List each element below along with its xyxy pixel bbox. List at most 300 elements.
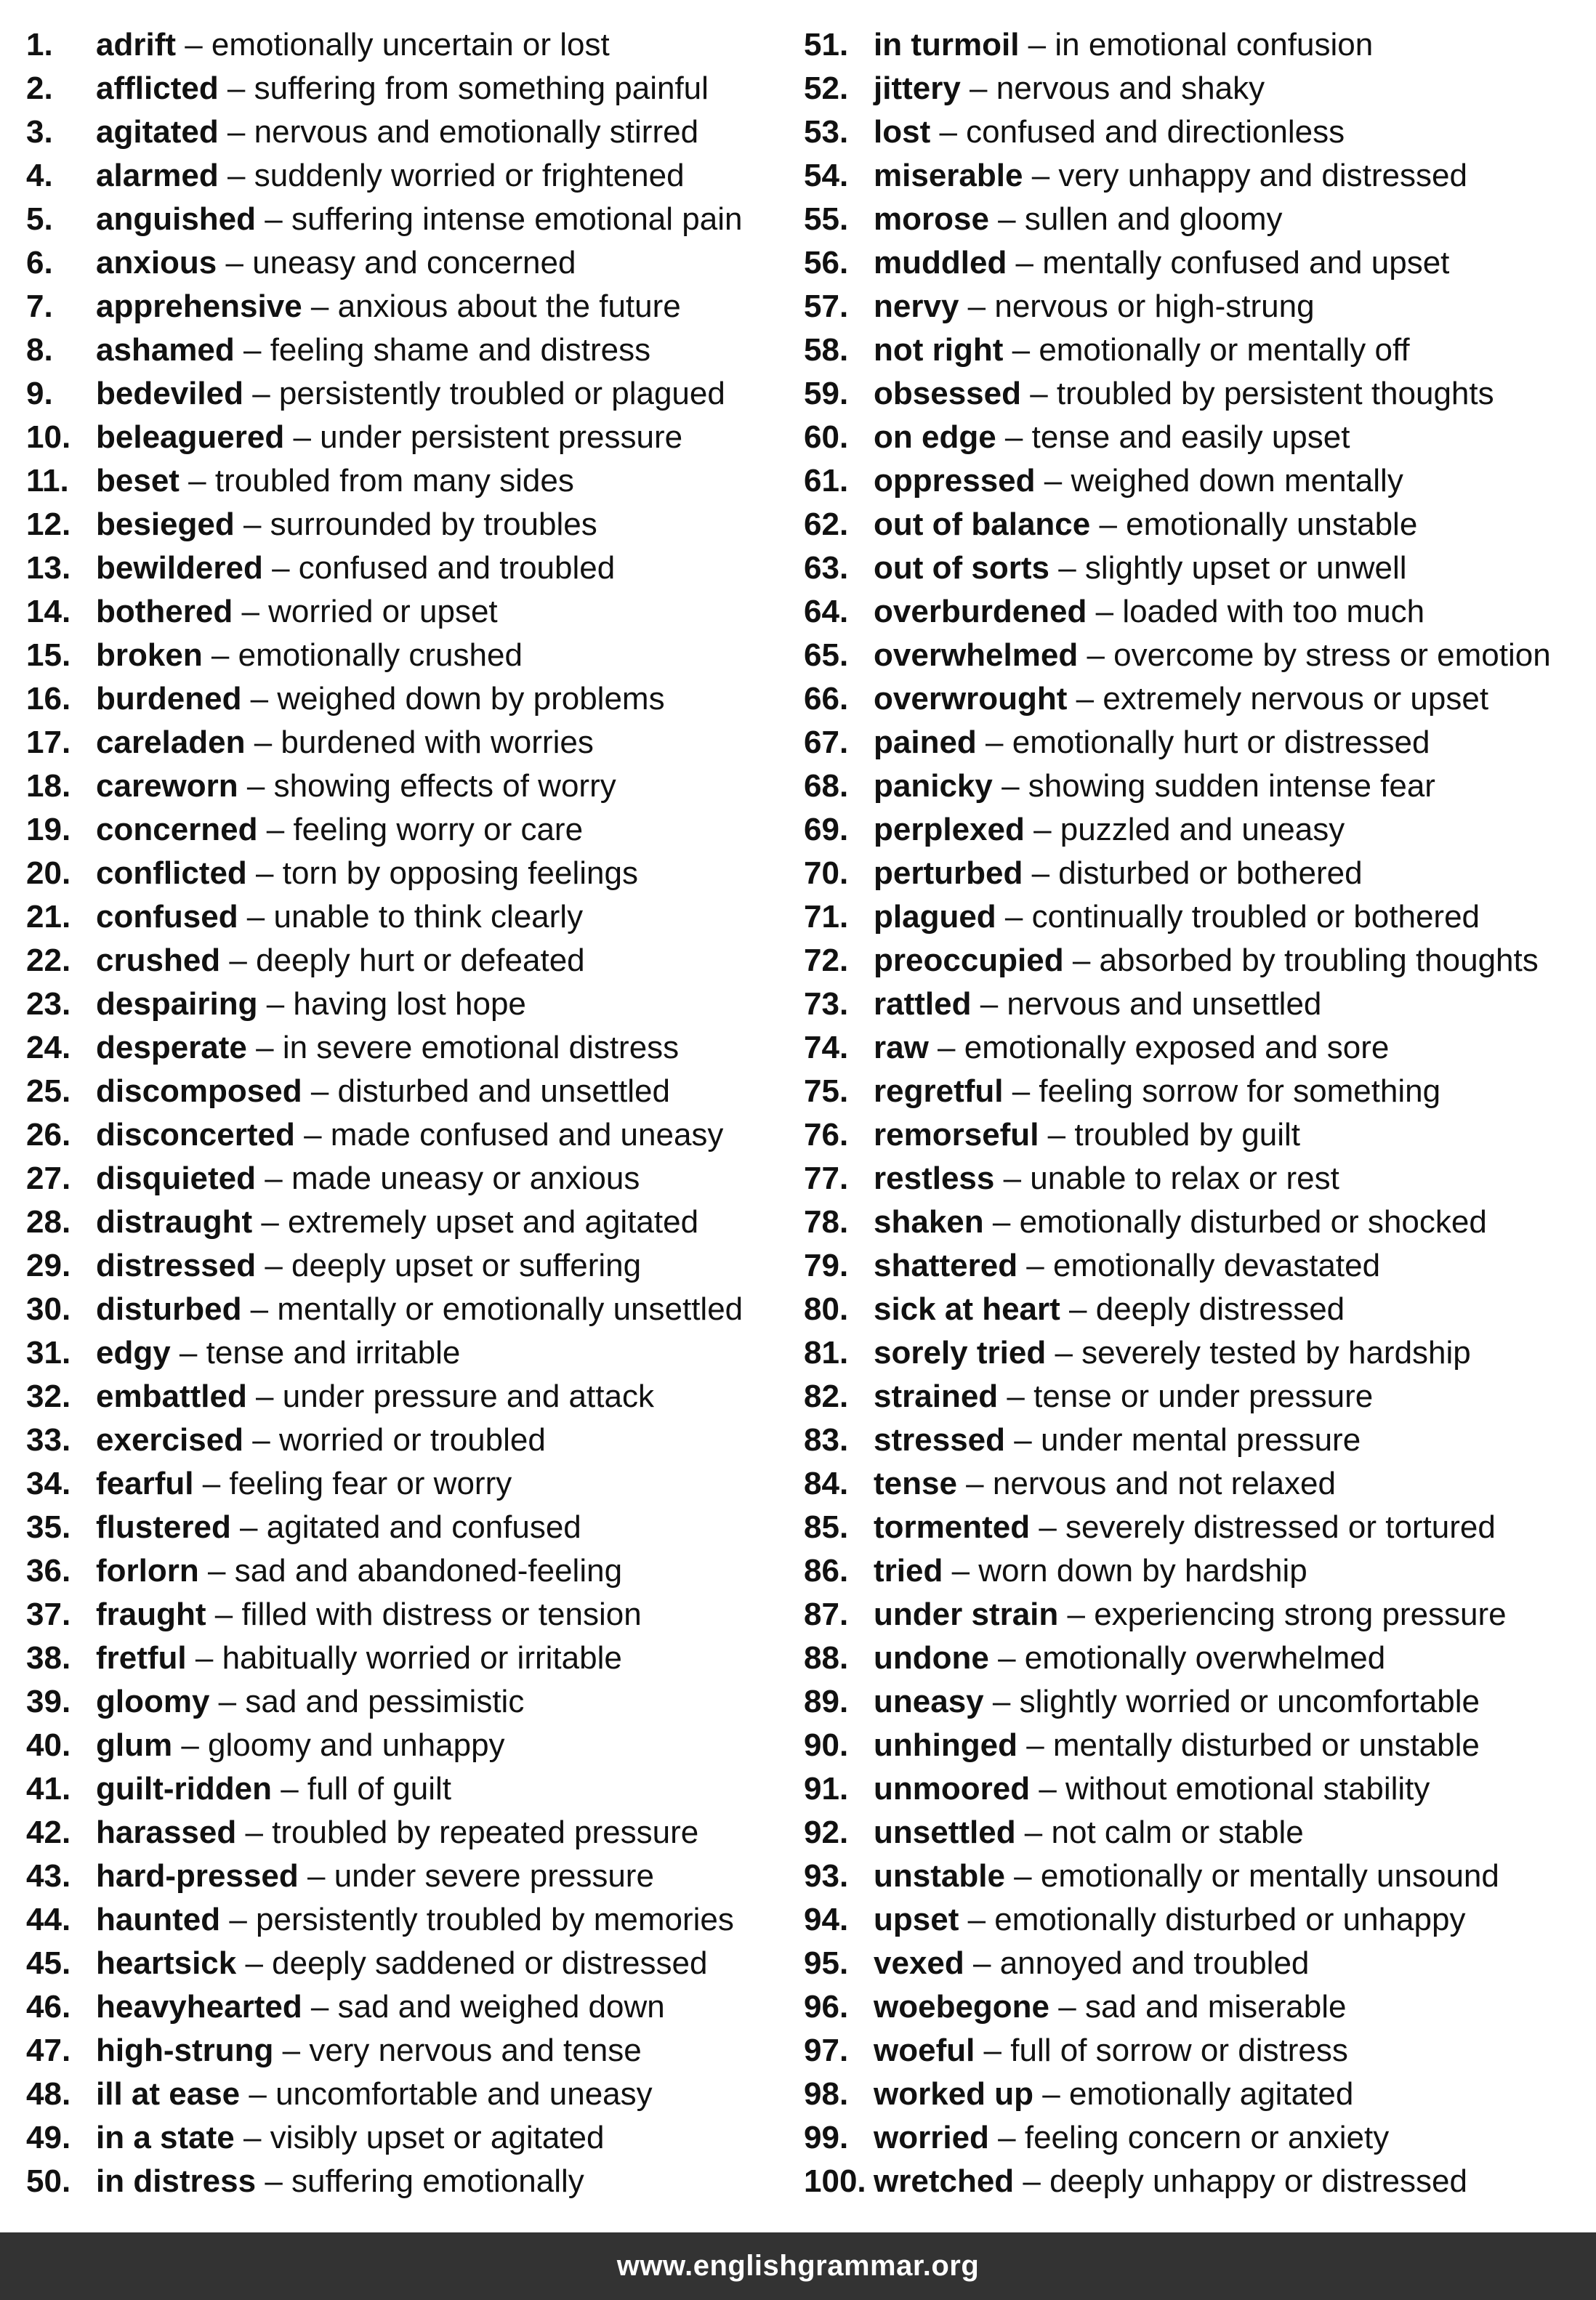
item-definition: severely tested by hardship: [1081, 1335, 1471, 1371]
item-separator: –: [930, 114, 967, 150]
item-number: 13.: [26, 550, 71, 586]
item-word: disconcerted: [96, 1117, 295, 1153]
item-definition: overcome by stress or emotion: [1113, 637, 1551, 673]
list-item: [26, 372, 782, 416]
item-separator: –: [996, 419, 1032, 455]
item-word: ashamed: [96, 332, 235, 368]
item-word: in turmoil: [874, 27, 1020, 62]
item-number: 8.: [26, 332, 53, 368]
item-definition: without emotional stability: [1065, 1771, 1430, 1807]
item-word: distraught: [96, 1204, 253, 1240]
item-separator: –: [1023, 855, 1059, 891]
item-word: high-strung: [96, 2033, 274, 2068]
item-word: bothered: [96, 594, 233, 629]
item-number: 19.: [26, 812, 71, 847]
item-definition: emotionally hurt or distressed: [1012, 725, 1430, 760]
item-separator: –: [257, 986, 294, 1022]
item-separator: –: [1005, 1422, 1041, 1458]
item-number: 86.: [804, 1553, 849, 1589]
item-definition: nervous and unsettled: [1007, 986, 1322, 1022]
list-item: [804, 1855, 1589, 1898]
item-separator: –: [220, 1902, 257, 1937]
word-list-left-column: [26, 23, 782, 2203]
item-definition: feeling fear or worry: [229, 1466, 512, 1501]
item-separator: –: [983, 1204, 1020, 1240]
list-item: [26, 1157, 782, 1201]
item-separator: –: [252, 1204, 289, 1240]
list-item: [26, 546, 782, 590]
item-number: 100.: [804, 2163, 866, 2199]
list-item: [804, 198, 1589, 241]
item-number: 74.: [804, 1030, 849, 1065]
word-list-right-column: [804, 23, 1589, 2203]
list-item: [804, 1680, 1589, 1724]
list-item: [26, 634, 782, 677]
list-item: [26, 241, 782, 285]
item-definition: severely distressed or tortured: [1065, 1509, 1496, 1545]
item-separator: –: [271, 1771, 307, 1807]
list-item: [804, 1767, 1589, 1811]
item-definition: full of sorrow or distress: [1010, 2033, 1348, 2068]
item-separator: –: [975, 2033, 1011, 2068]
list-item: [26, 1070, 782, 1113]
list-item: [804, 1637, 1589, 1680]
item-definition: agitated and confused: [266, 1509, 581, 1545]
item-word: upset: [874, 1902, 959, 1937]
item-definition: tense and easily upset: [1031, 419, 1350, 455]
list-item: [26, 939, 782, 982]
item-separator: –: [246, 1379, 283, 1414]
item-number: 70.: [804, 855, 849, 891]
item-separator: –: [988, 1640, 1025, 1676]
item-number: 37.: [26, 1597, 71, 1632]
list-item: [26, 1026, 782, 1070]
item-number: 42.: [26, 1815, 71, 1850]
item-word: fearful: [96, 1466, 194, 1501]
item-definition: emotionally disturbed or shocked: [1019, 1204, 1487, 1240]
item-definition: suffering emotionally: [291, 2163, 584, 2199]
list-item: [26, 1419, 782, 1462]
list-item: [804, 2116, 1589, 2160]
item-definition: under persistent pressure: [320, 419, 683, 455]
item-word: unmoored: [874, 1771, 1031, 1807]
item-number: 16.: [26, 681, 71, 717]
item-word: uneasy: [874, 1684, 984, 1719]
item-number: 23.: [26, 986, 71, 1022]
item-separator: –: [246, 1030, 283, 1065]
item-number: 9.: [26, 376, 53, 411]
item-definition: sad and pessimistic: [245, 1684, 525, 1719]
item-separator: –: [1023, 158, 1059, 193]
list-item: [804, 634, 1589, 677]
list-item: [804, 590, 1589, 634]
item-word: shaken: [874, 1204, 984, 1240]
item-word: preoccupied: [874, 943, 1064, 978]
item-definition: emotionally disturbed or unhappy: [994, 1902, 1466, 1937]
item-word: regretful: [874, 1073, 1004, 1109]
list-item: [804, 2073, 1589, 2116]
item-separator: –: [238, 899, 274, 935]
item-separator: –: [241, 681, 278, 717]
item-number: 80.: [804, 1291, 849, 1327]
item-definition: mentally or emotionally unsettled: [277, 1291, 743, 1327]
item-separator: –: [241, 1291, 278, 1327]
list-item: [804, 721, 1589, 764]
item-word: rattled: [874, 986, 972, 1022]
item-number: 30.: [26, 1291, 71, 1327]
item-number: 34.: [26, 1466, 71, 1501]
item-separator: –: [186, 1640, 222, 1676]
item-separator: –: [1067, 681, 1103, 717]
item-word: tried: [874, 1553, 943, 1589]
item-definition: very nervous and tense: [309, 2033, 642, 2068]
item-word: distressed: [96, 1248, 257, 1283]
item-number: 55.: [804, 201, 849, 237]
item-number: 5.: [26, 201, 53, 237]
list-item: [804, 1070, 1589, 1113]
item-number: 63.: [804, 550, 849, 586]
list-item: [804, 1506, 1589, 1549]
list-item: [26, 2116, 782, 2160]
item-number: 78.: [804, 1204, 849, 1240]
item-definition: unable to think clearly: [273, 899, 584, 935]
item-number: 62.: [804, 507, 849, 542]
list-item: [26, 154, 782, 198]
item-word: obsessed: [874, 376, 1021, 411]
list-item: [804, 546, 1589, 590]
item-word: agitated: [96, 114, 219, 150]
item-separator: –: [240, 2076, 276, 2112]
item-word: beset: [96, 463, 180, 499]
item-definition: torn by opposing feelings: [282, 855, 638, 891]
item-word: remorseful: [874, 1117, 1039, 1153]
item-separator: –: [1024, 812, 1060, 847]
list-item: [804, 23, 1589, 67]
item-number: 36.: [26, 1553, 71, 1589]
item-number: 39.: [26, 1684, 71, 1719]
item-separator: –: [1078, 637, 1114, 673]
item-number: 6.: [26, 245, 53, 281]
item-number: 68.: [804, 768, 849, 804]
item-number: 21.: [26, 899, 71, 935]
item-separator: –: [176, 27, 211, 62]
list-item: [26, 808, 782, 852]
item-separator: –: [256, 201, 291, 237]
item-definition: mentally confused and upset: [1042, 245, 1450, 281]
item-definition: sad and miserable: [1084, 1989, 1347, 2025]
item-definition: troubled from many sides: [214, 463, 574, 499]
item-number: 76.: [804, 1117, 849, 1153]
item-word: alarmed: [96, 158, 219, 193]
item-definition: persistently troubled by memories: [256, 1902, 734, 1937]
list-item: [26, 982, 782, 1026]
item-definition: nervous or high-strung: [994, 288, 1315, 324]
item-definition: absorbed by troubling thoughts: [1099, 943, 1539, 978]
item-definition: extremely nervous or upset: [1103, 681, 1489, 717]
item-number: 64.: [804, 594, 849, 629]
item-definition: deeply distressed: [1095, 1291, 1345, 1327]
item-separator: –: [220, 943, 257, 978]
item-number: 67.: [804, 725, 849, 760]
list-item: [804, 852, 1589, 895]
list-item: [804, 328, 1589, 372]
item-number: 41.: [26, 1771, 71, 1807]
word-list: [0, 23, 1596, 2199]
item-definition: sad and weighed down: [337, 1989, 665, 2025]
item-separator: –: [988, 2120, 1025, 2155]
item-number: 95.: [804, 1945, 849, 1981]
list-item: [804, 939, 1589, 982]
item-separator: –: [959, 1902, 995, 1937]
item-definition: worn down by hardship: [978, 1553, 1307, 1589]
item-separator: –: [988, 201, 1025, 237]
item-number: 79.: [804, 1248, 849, 1283]
item-word: burdened: [96, 681, 242, 717]
item-definition: emotionally or mentally unsound: [1040, 1858, 1499, 1894]
item-number: 27.: [26, 1161, 71, 1196]
item-number: 24.: [26, 1030, 71, 1065]
item-definition: showing effects of worry: [273, 768, 616, 804]
item-number: 46.: [26, 1989, 71, 2025]
item-number: 10.: [26, 419, 71, 455]
item-definition: puzzled and uneasy: [1060, 812, 1345, 847]
item-word: muddled: [874, 245, 1007, 281]
item-word: shattered: [874, 1248, 1018, 1283]
item-definition: slightly worried or uncomfortable: [1019, 1684, 1480, 1719]
list-item: [804, 2160, 1589, 2203]
item-word: unsettled: [874, 1815, 1016, 1850]
item-separator: –: [256, 2163, 292, 2199]
item-word: unstable: [874, 1858, 1005, 1894]
item-definition: troubled by guilt: [1074, 1117, 1300, 1153]
item-number: 35.: [26, 1509, 71, 1545]
list-item: [804, 895, 1589, 939]
item-separator: –: [1003, 332, 1039, 368]
list-item: [26, 1680, 782, 1724]
list-item: [804, 416, 1589, 459]
item-number: 90.: [804, 1727, 849, 1763]
item-word: flustered: [96, 1509, 231, 1545]
item-separator: –: [302, 288, 338, 324]
list-item: [26, 1506, 782, 1549]
item-word: careladen: [96, 725, 246, 760]
item-number: 40.: [26, 1727, 71, 1763]
item-number: 26.: [26, 1117, 71, 1153]
item-separator: –: [1003, 1073, 1039, 1109]
item-separator: –: [1033, 2076, 1069, 2112]
list-item: [804, 1244, 1589, 1288]
list-item: [26, 1288, 782, 1331]
item-number: 82.: [804, 1379, 849, 1414]
item-separator: –: [1049, 550, 1085, 586]
item-number: 12.: [26, 507, 71, 542]
item-word: in a state: [96, 2120, 235, 2155]
item-word: gloomy: [96, 1684, 210, 1719]
item-separator: –: [209, 1684, 246, 1719]
list-item: [804, 1462, 1589, 1506]
item-definition: feeling concern or anxiety: [1024, 2120, 1390, 2155]
list-item: [26, 198, 782, 241]
item-number: 99.: [804, 2120, 849, 2155]
item-definition: visibly upset or agitated: [270, 2120, 605, 2155]
item-separator: –: [236, 1815, 273, 1850]
item-separator: –: [218, 70, 254, 106]
item-separator: –: [230, 1509, 267, 1545]
list-item: [26, 895, 782, 939]
item-separator: –: [233, 594, 269, 629]
list-item: [26, 1201, 782, 1244]
item-definition: gloomy and unhappy: [208, 1727, 505, 1763]
item-number: 47.: [26, 2033, 71, 2068]
item-number: 28.: [26, 1204, 71, 1240]
item-separator: –: [262, 550, 299, 586]
list-item: [804, 764, 1589, 808]
item-word: sick at heart: [874, 1291, 1060, 1327]
list-item: [26, 1113, 782, 1157]
item-separator: –: [170, 1335, 206, 1371]
list-item: [26, 677, 782, 721]
item-word: raw: [874, 1030, 929, 1065]
item-separator: –: [234, 2120, 270, 2155]
item-separator: –: [198, 1553, 235, 1589]
item-number: 85.: [804, 1509, 849, 1545]
item-number: 44.: [26, 1902, 71, 1937]
item-separator: –: [971, 986, 1007, 1022]
item-definition: suffering from something painful: [254, 70, 709, 106]
item-word: restless: [874, 1161, 995, 1196]
list-item: [26, 852, 782, 895]
item-separator: –: [172, 1727, 209, 1763]
item-separator: –: [1004, 1858, 1041, 1894]
item-definition: having lost hope: [293, 986, 526, 1022]
item-number: 18.: [26, 768, 71, 804]
item-separator: –: [1014, 2163, 1050, 2199]
item-number: 32.: [26, 1379, 71, 1414]
item-definition: nervous and emotionally stirred: [254, 114, 699, 150]
item-separator: –: [964, 1945, 1000, 1981]
item-number: 3.: [26, 114, 53, 150]
list-item: [26, 416, 782, 459]
item-word: embattled: [96, 1379, 247, 1414]
list-item: [26, 1724, 782, 1767]
item-word: stressed: [874, 1422, 1006, 1458]
item-number: 2.: [26, 70, 53, 106]
list-item: [26, 1462, 782, 1506]
item-definition: confused and troubled: [298, 550, 616, 586]
item-word: adrift: [96, 27, 176, 62]
item-definition: sullen and gloomy: [1024, 201, 1283, 237]
item-definition: habitually worried or irritable: [222, 1640, 622, 1676]
list-item: [804, 1026, 1589, 1070]
item-number: 25.: [26, 1073, 71, 1109]
item-definition: not calm or stable: [1051, 1815, 1304, 1850]
list-item: [26, 1855, 782, 1898]
list-item: [26, 1942, 782, 1985]
item-word: vexed: [874, 1945, 964, 1981]
item-number: 54.: [804, 158, 849, 193]
item-separator: –: [234, 332, 270, 368]
item-definition: nervous and not relaxed: [992, 1466, 1336, 1501]
item-number: 31.: [26, 1335, 71, 1371]
item-word: broken: [96, 637, 203, 673]
item-separator: –: [1087, 594, 1123, 629]
item-number: 98.: [804, 2076, 849, 2112]
item-definition: sad and abandoned-feeling: [234, 1553, 623, 1589]
item-number: 77.: [804, 1161, 849, 1196]
item-number: 53.: [804, 114, 849, 150]
item-definition: uneasy and concerned: [252, 245, 576, 281]
item-number: 4.: [26, 158, 53, 193]
list-item: [804, 110, 1589, 154]
list-item: [804, 1113, 1589, 1157]
item-word: unhinged: [874, 1727, 1017, 1763]
item-word: overburdened: [874, 594, 1087, 629]
item-separator: –: [284, 419, 321, 455]
item-word: hard-pressed: [96, 1858, 299, 1894]
item-separator: –: [1058, 1597, 1095, 1632]
item-separator: –: [234, 507, 270, 542]
item-word: disquieted: [96, 1161, 257, 1196]
item-word: strained: [874, 1379, 999, 1414]
item-definition: worried or upset: [268, 594, 498, 629]
item-word: overwrought: [874, 681, 1068, 717]
item-word: nervy: [874, 288, 959, 324]
item-word: woeful: [874, 2033, 975, 2068]
list-item: [804, 1201, 1589, 1244]
item-number: 51.: [804, 27, 849, 62]
item-word: conflicted: [96, 855, 247, 891]
item-word: oppressed: [874, 463, 1036, 499]
item-separator: –: [1030, 1771, 1066, 1807]
item-definition: deeply hurt or defeated: [256, 943, 585, 978]
item-separator: –: [238, 768, 274, 804]
item-definition: troubled by repeated pressure: [272, 1815, 699, 1850]
item-word: worked up: [874, 2076, 1034, 2112]
item-word: edgy: [96, 1335, 171, 1371]
item-number: 1.: [26, 27, 53, 62]
item-separator: –: [218, 114, 254, 150]
item-definition: deeply upset or suffering: [291, 1248, 642, 1283]
item-word: forlorn: [96, 1553, 199, 1589]
item-separator: –: [202, 637, 238, 673]
item-definition: nervous and shaky: [996, 70, 1265, 106]
item-separator: –: [302, 1989, 338, 2025]
item-word: careworn: [96, 768, 238, 804]
item-word: sorely tried: [874, 1335, 1047, 1371]
item-definition: filled with distress or tension: [241, 1597, 642, 1632]
item-word: undone: [874, 1640, 989, 1676]
item-separator: –: [1017, 1727, 1053, 1763]
item-number: 72.: [804, 943, 849, 978]
list-item: [26, 1767, 782, 1811]
item-word: miserable: [874, 158, 1023, 193]
item-word: worried: [874, 2120, 989, 2155]
list-item: [26, 2073, 782, 2116]
item-number: 48.: [26, 2076, 71, 2112]
item-separator: –: [1007, 245, 1043, 281]
list-item: [26, 328, 782, 372]
item-definition: disturbed and unsettled: [337, 1073, 670, 1109]
item-definition: burdened with worries: [281, 725, 594, 760]
item-separator: –: [1035, 463, 1071, 499]
list-item: [804, 982, 1589, 1026]
item-definition: slightly upset or unwell: [1084, 550, 1407, 586]
item-definition: emotionally exposed and sore: [964, 1030, 1390, 1065]
item-definition: suffering intense emotional pain: [291, 201, 743, 237]
list-item: [26, 1549, 782, 1593]
item-definition: emotionally agitated: [1068, 2076, 1354, 2112]
item-word: perplexed: [874, 812, 1025, 847]
